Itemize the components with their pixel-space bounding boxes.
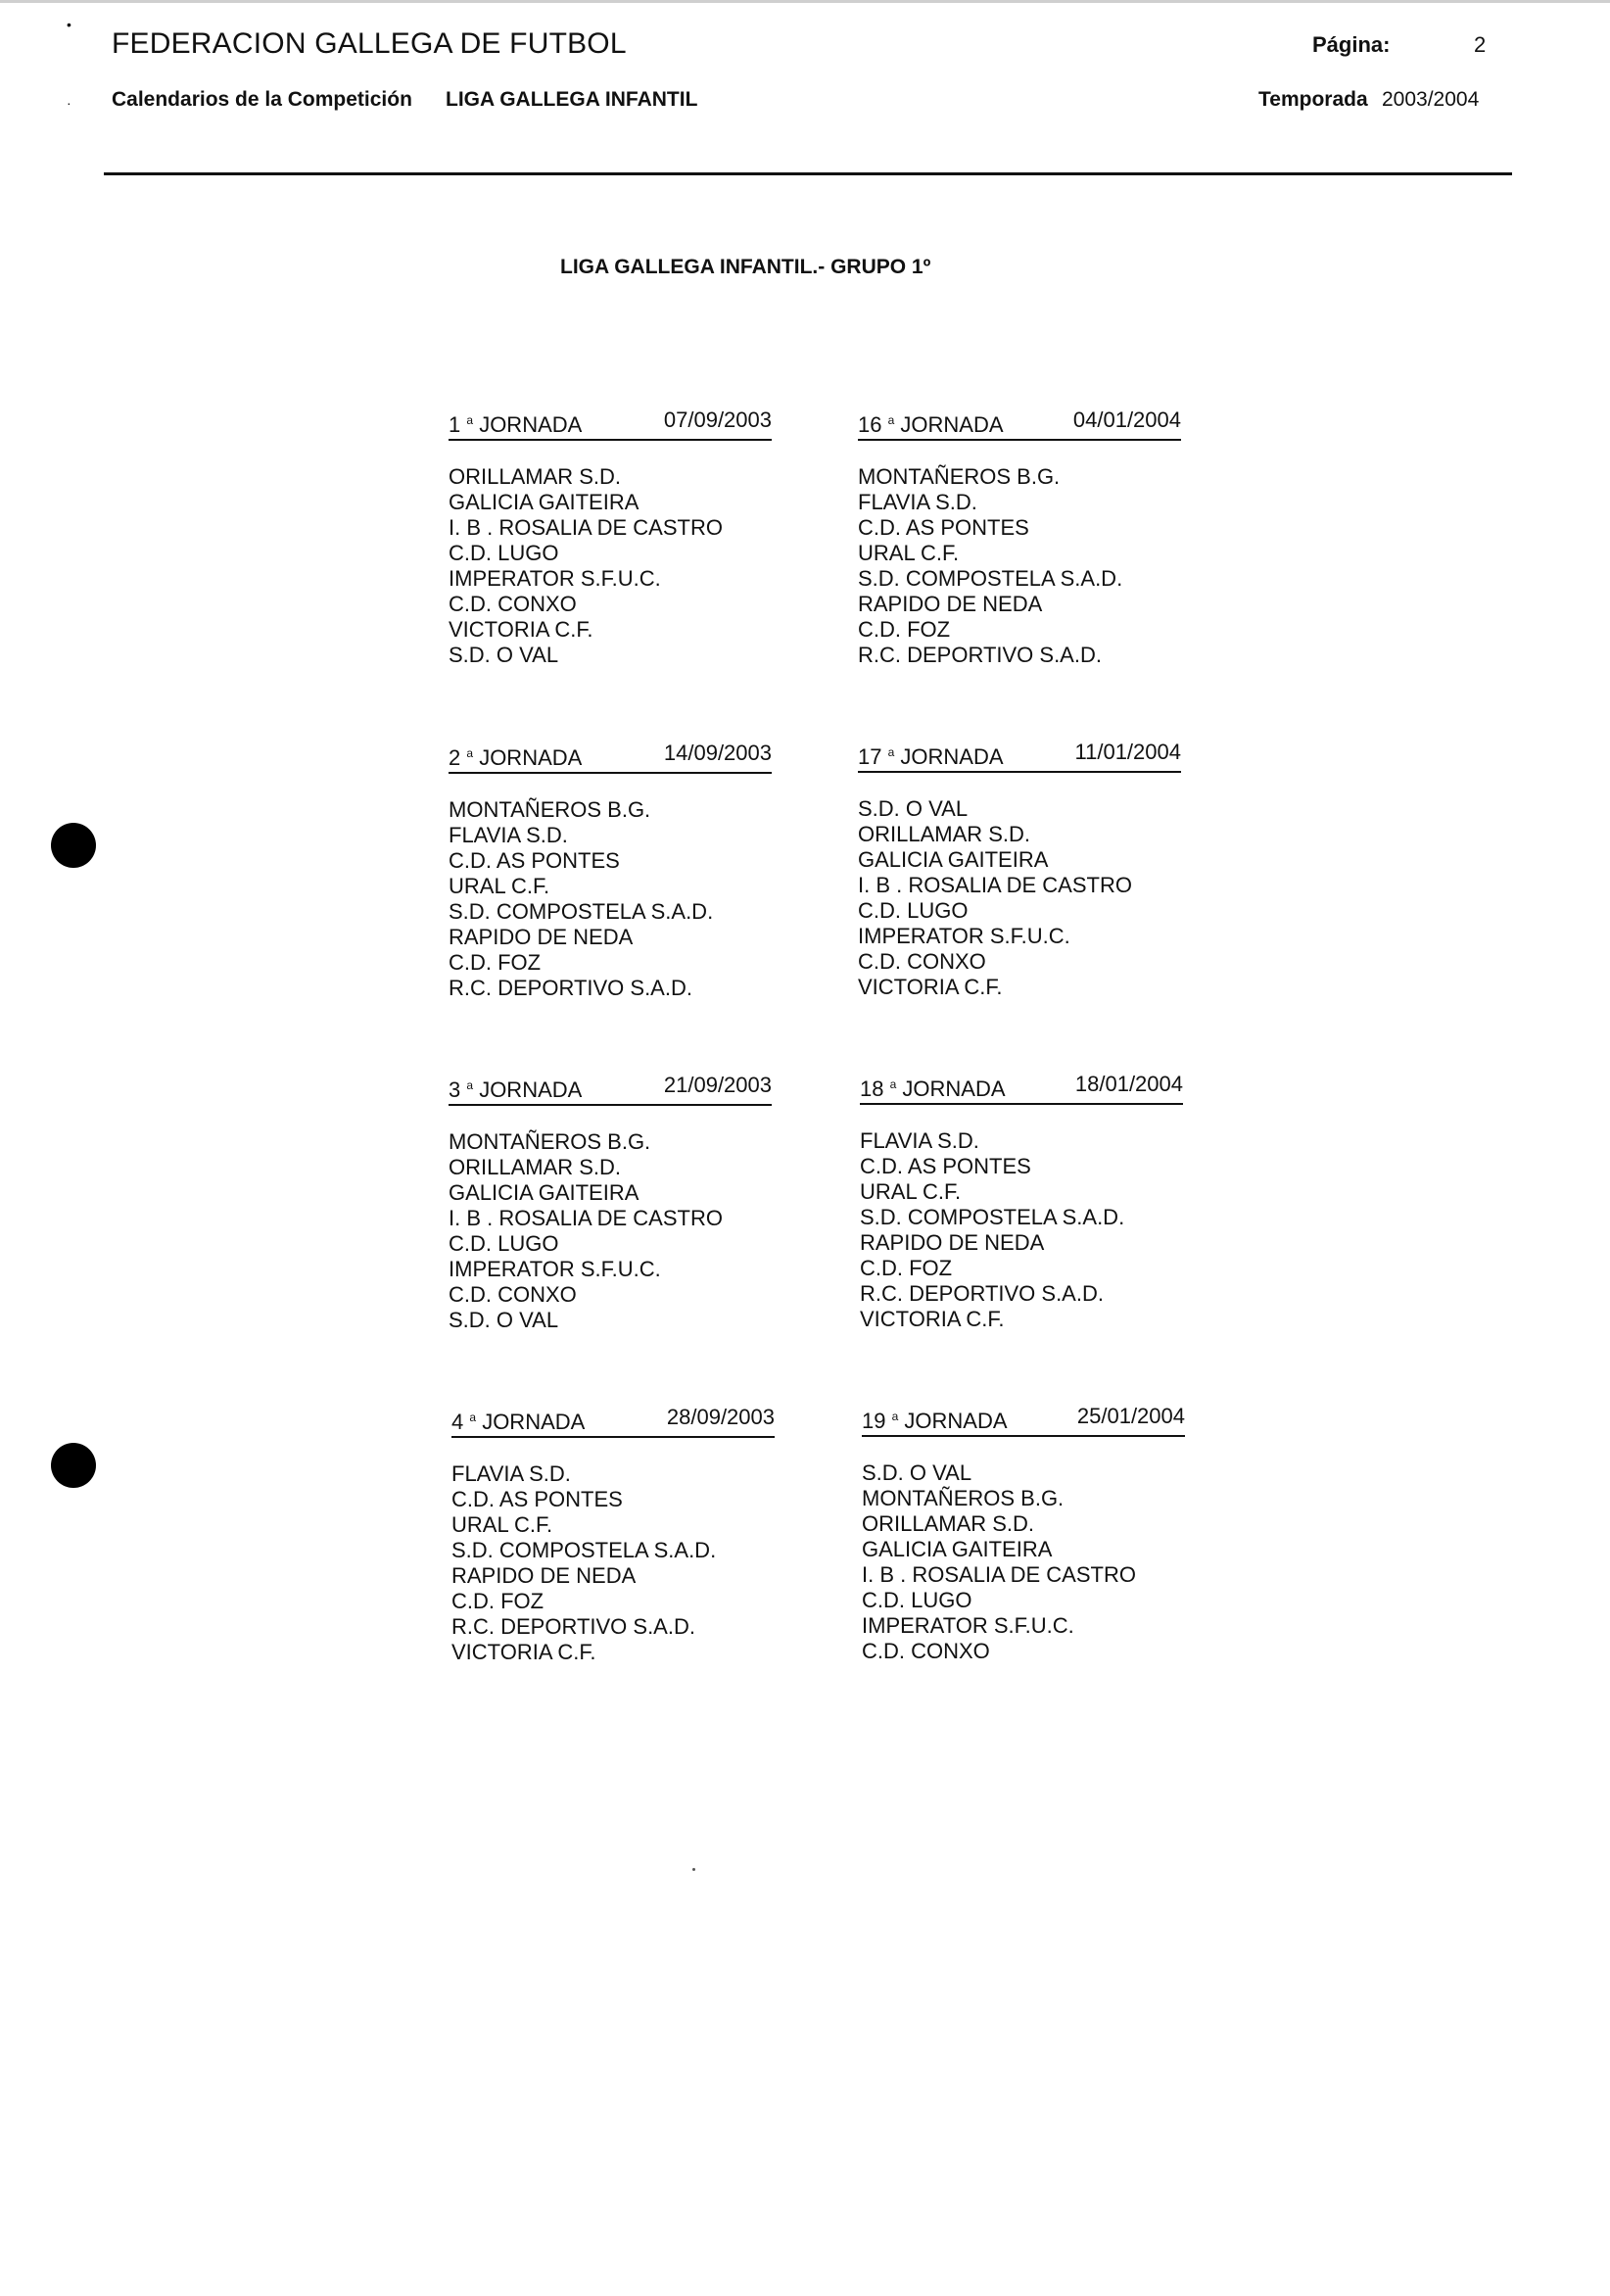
jornada-block (862, 1404, 1185, 1664)
page-top-edge (0, 0, 1610, 3)
team-name: C.D. AS PONTES (451, 1487, 623, 1511)
punch-hole-upper (51, 823, 96, 868)
jornada-label (860, 1072, 1006, 1102)
team-name: S.D. O VAL (449, 1308, 559, 1332)
team-name: I. B . ROSALIA DE CASTRO (862, 1562, 1136, 1587)
team-name: MONTAÑEROS B.G. (862, 1486, 1065, 1510)
team-name: C.D. LUGO (449, 1231, 559, 1256)
team-name: C.D. FOZ (451, 1589, 545, 1613)
team-name: RAPIDO DE NEDA (858, 592, 1043, 616)
team-name: URAL C.F. (860, 1179, 962, 1204)
jornada-header (449, 741, 772, 774)
jornada-ordinal: a (887, 413, 895, 427)
jornada-block (449, 407, 772, 668)
jornada-label (862, 1404, 1008, 1434)
team-name: IMPERATOR S.F.U.C. (862, 1613, 1074, 1638)
scan-mark-top: • (67, 17, 71, 32)
page-number: 2 (1474, 32, 1487, 57)
team-name: S.D. COMPOSTELA S.A.D. (449, 899, 714, 924)
jornada-ordinal: a (889, 1077, 897, 1091)
season-label: Temporada (1258, 88, 1368, 111)
team-name: RAPIDO DE NEDA (451, 1563, 637, 1588)
jornada-date: 04/01/2004 (1072, 407, 1181, 432)
team-name: MONTAÑEROS B.G. (449, 1129, 651, 1154)
jornada-number: 17 (858, 744, 882, 769)
team-name: GALICIA GAITEIRA (449, 1180, 639, 1205)
jornada-label (449, 741, 582, 771)
jornada-header (451, 1405, 775, 1438)
team-name: C.D. LUGO (858, 898, 969, 923)
jornada-block (451, 1405, 775, 1665)
jornada-number: 16 (858, 412, 882, 437)
jornada-header (858, 407, 1181, 441)
team-name: IMPERATOR S.F.U.C. (858, 924, 1070, 948)
season-value: 2003/2004 (1382, 88, 1480, 111)
jornada-ordinal: a (887, 745, 895, 759)
jornada-block (449, 741, 772, 1001)
jornada-word: JORNADA (482, 1410, 586, 1434)
team-name: R.C. DEPORTIVO S.A.D. (451, 1614, 695, 1639)
team-name: RAPIDO DE NEDA (449, 925, 634, 949)
team-name: C.D. LUGO (449, 541, 559, 565)
jornada-date: 21/09/2003 (663, 1073, 772, 1097)
team-name: VICTORIA C.F. (858, 975, 1003, 999)
jornada-date: 07/09/2003 (663, 407, 772, 432)
jornada-ordinal: a (469, 1411, 477, 1424)
team-name: S.D. O VAL (862, 1460, 972, 1485)
team-name: S.D. O VAL (858, 796, 969, 821)
federation-title: FEDERACION GALLEGA DE FUTBOL (112, 27, 627, 60)
team-name: ORILLAMAR S.D. (449, 1155, 622, 1179)
jornada-ordinal: a (466, 746, 474, 760)
jornada-number: 2 (449, 745, 461, 770)
team-name: FLAVIA S.D. (449, 823, 568, 847)
team-name: URAL C.F. (449, 874, 550, 898)
jornada-word: JORNADA (479, 412, 583, 437)
jornada-header (862, 1404, 1185, 1437)
team-name: ORILLAMAR S.D. (449, 464, 622, 489)
jornada-label (449, 1073, 582, 1103)
jornada-label (449, 407, 582, 438)
team-name: MONTAÑEROS B.G. (858, 464, 1061, 489)
team-name: I. B . ROSALIA DE CASTRO (449, 515, 723, 540)
team-name: C.D. AS PONTES (860, 1154, 1031, 1178)
header-divider (104, 172, 1512, 175)
team-name: R.C. DEPORTIVO S.A.D. (858, 643, 1102, 667)
team-name: IMPERATOR S.F.U.C. (449, 1257, 661, 1281)
team-name: VICTORIA C.F. (449, 617, 593, 642)
jornada-ordinal: a (466, 413, 474, 427)
team-name: C.D. FOZ (449, 950, 542, 975)
team-name: C.D. AS PONTES (449, 848, 620, 873)
jornada-block (860, 1072, 1183, 1332)
team-name: I. B . ROSALIA DE CASTRO (449, 1206, 723, 1230)
team-name: R.C. DEPORTIVO S.A.D. (860, 1281, 1104, 1306)
page-label: Página: (1312, 32, 1391, 57)
jornada-header (858, 740, 1181, 773)
jornada-word: JORNADA (904, 1409, 1008, 1433)
jornada-label (451, 1405, 585, 1435)
team-name: C.D. FOZ (860, 1256, 953, 1280)
team-name: C.D. AS PONTES (858, 515, 1029, 540)
team-name: VICTORIA C.F. (860, 1307, 1005, 1331)
team-name: VICTORIA C.F. (451, 1640, 596, 1664)
team-name: S.D. O VAL (449, 643, 559, 667)
jornada-label (858, 407, 1004, 438)
scan-mark-side: · (67, 95, 71, 111)
team-name: C.D. CONXO (449, 592, 577, 616)
jornada-number: 3 (449, 1077, 461, 1102)
team-name: URAL C.F. (451, 1512, 553, 1537)
team-name: URAL C.F. (858, 541, 960, 565)
punch-hole-lower (51, 1443, 96, 1488)
team-name: GALICIA GAITEIRA (858, 847, 1049, 872)
jornada-block (858, 407, 1181, 668)
team-name: RAPIDO DE NEDA (860, 1230, 1045, 1255)
jornada-date: 25/01/2004 (1076, 1404, 1185, 1428)
team-name: C.D. LUGO (862, 1588, 972, 1612)
jornada-word: JORNADA (479, 745, 583, 770)
team-name: R.C. DEPORTIVO S.A.D. (449, 976, 692, 1000)
jornada-label (858, 740, 1004, 770)
group-title: LIGA GALLEGA INFANTIL.- GRUPO 1º (560, 256, 931, 278)
team-name: ORILLAMAR S.D. (858, 822, 1031, 846)
jornada-header (449, 407, 772, 441)
jornada-block (858, 740, 1181, 1000)
team-name: ORILLAMAR S.D. (862, 1511, 1035, 1536)
team-name: GALICIA GAITEIRA (862, 1537, 1053, 1561)
team-name: C.D. CONXO (858, 949, 986, 974)
jornada-number: 1 (449, 412, 461, 437)
jornada-number: 18 (860, 1076, 884, 1101)
team-name: FLAVIA S.D. (860, 1128, 979, 1153)
jornada-header (449, 1073, 772, 1106)
jornada-date: 14/09/2003 (663, 741, 772, 765)
jornada-date: 18/01/2004 (1074, 1072, 1183, 1096)
jornada-number: 4 (451, 1410, 464, 1434)
team-name: I. B . ROSALIA DE CASTRO (858, 873, 1132, 897)
jornada-word: JORNADA (479, 1077, 583, 1102)
team-name: C.D. CONXO (449, 1282, 577, 1307)
team-name: S.D. COMPOSTELA S.A.D. (858, 566, 1123, 591)
jornada-number: 19 (862, 1409, 886, 1433)
calendar-subtitle: Calendarios de la Competición (112, 88, 412, 111)
scan-speck (692, 1868, 695, 1871)
team-name: GALICIA GAITEIRA (449, 490, 639, 514)
jornada-block (449, 1073, 772, 1333)
team-name: C.D. FOZ (858, 617, 951, 642)
jornada-ordinal: a (466, 1078, 474, 1092)
team-name: S.D. COMPOSTELA S.A.D. (451, 1538, 717, 1562)
jornada-header (860, 1072, 1183, 1105)
jornada-date: 28/09/2003 (666, 1405, 775, 1429)
jornada-word: JORNADA (900, 412, 1004, 437)
team-name: FLAVIA S.D. (858, 490, 977, 514)
competition-name: LIGA GALLEGA INFANTIL (446, 88, 698, 111)
jornada-word: JORNADA (902, 1076, 1006, 1101)
jornada-date: 11/01/2004 (1074, 740, 1181, 764)
team-name: FLAVIA S.D. (451, 1461, 571, 1486)
team-name: C.D. CONXO (862, 1639, 990, 1663)
team-name: IMPERATOR S.F.U.C. (449, 566, 661, 591)
jornada-ordinal: a (891, 1410, 899, 1423)
jornada-word: JORNADA (900, 744, 1004, 769)
team-name: MONTAÑEROS B.G. (449, 797, 651, 822)
team-name: S.D. COMPOSTELA S.A.D. (860, 1205, 1125, 1229)
